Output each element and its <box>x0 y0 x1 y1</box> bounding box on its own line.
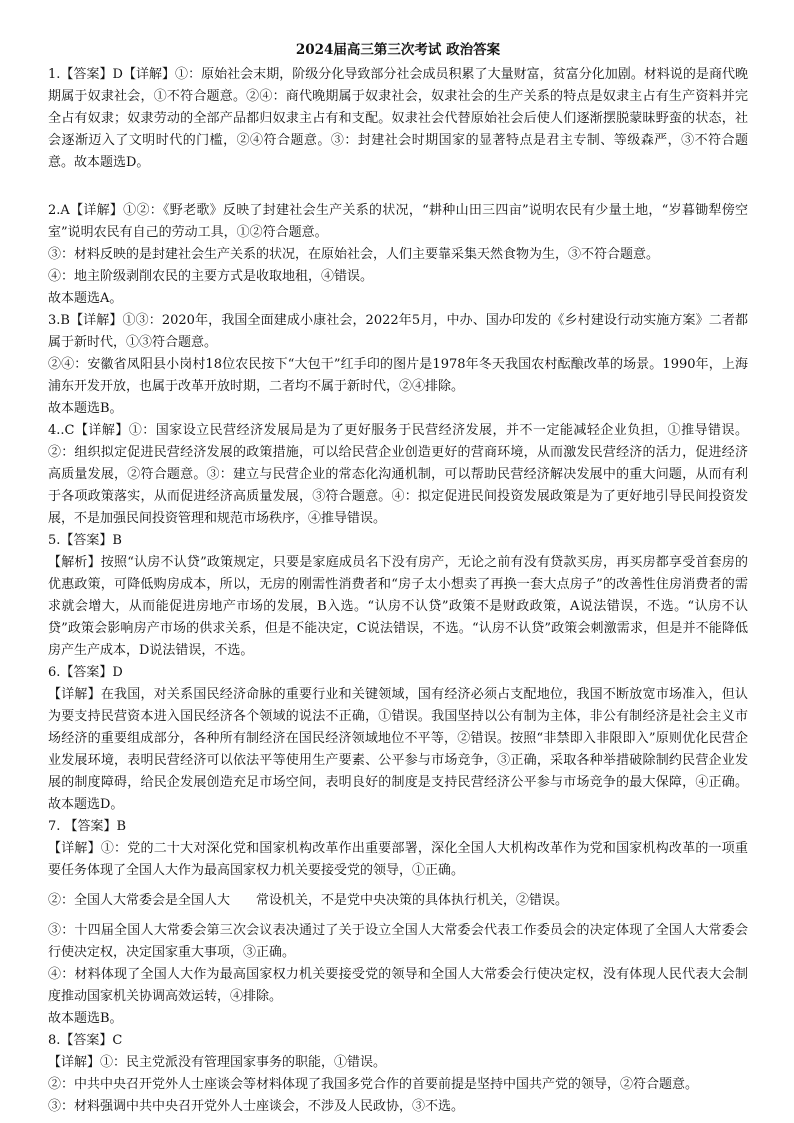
paragraph: 5.【答案】B <box>48 533 122 548</box>
page-title: 2024届高三第三次考试 政治答案 <box>295 42 501 58</box>
answer-sheet-page <box>48 40 748 1118</box>
question-3-answer <box>48 310 748 420</box>
paragraph: 1.【答案】D【详解】①：原始社会末期，阶级分化导致部分社会成员积累了大量财富，贫富分化加剧。材料说的是商代晚期属于奴隶社会，①不符合题意。②④：商代晚期属于奴隶社会，奴隶社会的生产关系的特点是奴隶主占有生产资料并完全占有奴隶；奴隶劳动的全部产品都归奴隶主占有和支配。奴隶社会代替原始社会后使人们逐渐摆脱蒙昧野蛮的状态，社会逐渐迈入了文明时代的门槛，②④符合题意。③：封建社会时期国家的显著特点是君主专制、等级森严，③不符合题意。故本题选D。 <box>48 67 748 170</box>
paragraph: ②④：安徽省凤阳县小岗村18位农民按下“大包干”红手印的图片是1978年冬天我国农村酝酿改革的场景。1990年，上海浦东开发开放，也属于改革开放时期，二者均不属于新时代，②④排除。 <box>48 357 748 394</box>
paragraph: 故本题选B。 <box>48 401 123 416</box>
question-7-answer <box>48 816 748 1030</box>
paragraph: 8.【答案】C <box>48 1033 123 1048</box>
question-4-answer <box>48 420 748 530</box>
paragraph: 【详解】在我国，对关系国民经济命脉的重要行业和关键领域，国有经济必须占支配地位，我国不断放宽市场准入，但认为要支持民营资本进入国民经济各个领域的说法不正确，①错误。我国坚持以公有制为主体，非公有制经济是社会主义市场经济的重要组成部分，各种所有制经济在国民经济领域地位不平等，②错误。按照“非禁即入非限即入”原则优化民营企业发展环境，表明民营经济可以依法平等使用生产要素、公平参与市场竞争，③正确，采取各种举措破除制约民营企业发展的制度障碍，给民企发展创造充足市场空间，表明良好的制度是支持民营经济公平参与市场竞争的最大保障，④正确。故本题选D。 <box>48 687 748 812</box>
paragraph: 4..C【详解】①：国家设立民营经济发展局是为了更好服务于民营经济发展，并不一定能减轻企业负担，①推导错误。②：组织拟定促进民营经济发展的政策措施，可以给民营企业创造更好的营商环境，从而激发民营经济的活力，促进经济高质量发展，②符合题意。③：建立与民营企业的常态化沟通机制，可以帮助民营经济解决发展中的重大问题，从而有利于各项政策落实，从而促进经济高质量发展，③符合题意。④：拟定促进民间投资发展政策是为了更好地引导民间投资发展，不是加强民间投资管理和规范市场秩序，④推导错误。 <box>48 423 748 526</box>
question-6-answer <box>48 662 748 816</box>
paragraph: ④：材料体现了全国人大作为最高国家权力机关要接受党的领导和全国人大常委会行使决定权，没有体现人民代表大会制度推动国家机关协调高效运转，④排除。 <box>48 967 748 1004</box>
question-1-answer <box>48 64 748 174</box>
paragraph: 【详解】①：民主党派没有管理国家事务的职能，①错误。 <box>48 1055 387 1070</box>
paragraph: ③：十四届全国人大常委会第三次会议表决通过了关于设立全国人大常委会代表工作委员会的决定体现了全国人大常委会行使决定权，决定国家重大事项，③正确。 <box>48 923 748 960</box>
question-8-answer <box>48 1030 748 1118</box>
paragraph: 7. 【答案】B <box>48 819 127 834</box>
paragraph: 故本题选A。 <box>48 291 123 306</box>
paragraph: 故本题选B。 <box>48 1011 123 1026</box>
paragraph: 【解析】按照“认房不认贷”政策规定，只要是家庭成员名下没有房产，无论之前有没有贷款买房，再买房都享受首套房的优惠政策，可降低购房成本，所以，无房的刚需性消费者和“房子太小想卖了再换一套大点房子”的改善性住房消费者的需求就会增大，从而能促进房地产市场的发展，B入选。“认房不认贷”政策不是财政政策，A说法错误，不选。“认房不认贷”政策会影响房产市场的供求关系，但是不能决定，C说法错误，不选。“认房不认贷”政策会刺激需求，但是并不能降低房产生产成本，D说法错误，不选。 <box>48 555 748 658</box>
question-2-answer <box>48 200 748 310</box>
paragraph: 2.A【详解】①②：《野老歌》反映了封建社会生产关系的状况，“耕种山田三四亩”说明农民有少量土地，“岁暮锄犁傍空室”说明农民有自己的劳动工具，①②符合题意。 <box>48 203 748 240</box>
paragraph: 【详解】①：党的二十大对深化党和国家机构改革作出重要部署，深化全国人大机构改革作为党和国家机构改革的一项重要任务体现了全国人大作为最高国家权力机关要接受党的领导，①正确。 <box>48 841 748 878</box>
paragraph: ②：全国人大常委会是全国人大 常设机关，不是党中央决策的具体执行机关，②错误。 <box>48 893 569 908</box>
paragraph: 6.【答案】D <box>48 665 123 680</box>
paragraph: 3.B【详解】①③：2020年，我国全面建成小康社会，2022年5月，中办、国办印发的《乡村建设行动实施方案》二者都属于新时代，①③符合题意。 <box>48 313 748 350</box>
question-5-answer <box>48 530 748 662</box>
paragraph: ②：中共中央召开党外人士座谈会等材料体现了我国多党合作的首要前提是坚持中国共产党的领导，②符合题意。 <box>48 1077 699 1092</box>
paragraph: ③：材料强调中共中央召开党外人士座谈会，不涉及人民政协，③不选。 <box>48 1099 465 1114</box>
paragraph: ④：地主阶级剥削农民的主要方式是收取地租，④错误。 <box>48 269 374 284</box>
paragraph: ③：材料反映的是封建社会生产关系的状况，在原始社会，人们主要靠采集天然食物为生，③不符合题意。 <box>48 247 660 262</box>
